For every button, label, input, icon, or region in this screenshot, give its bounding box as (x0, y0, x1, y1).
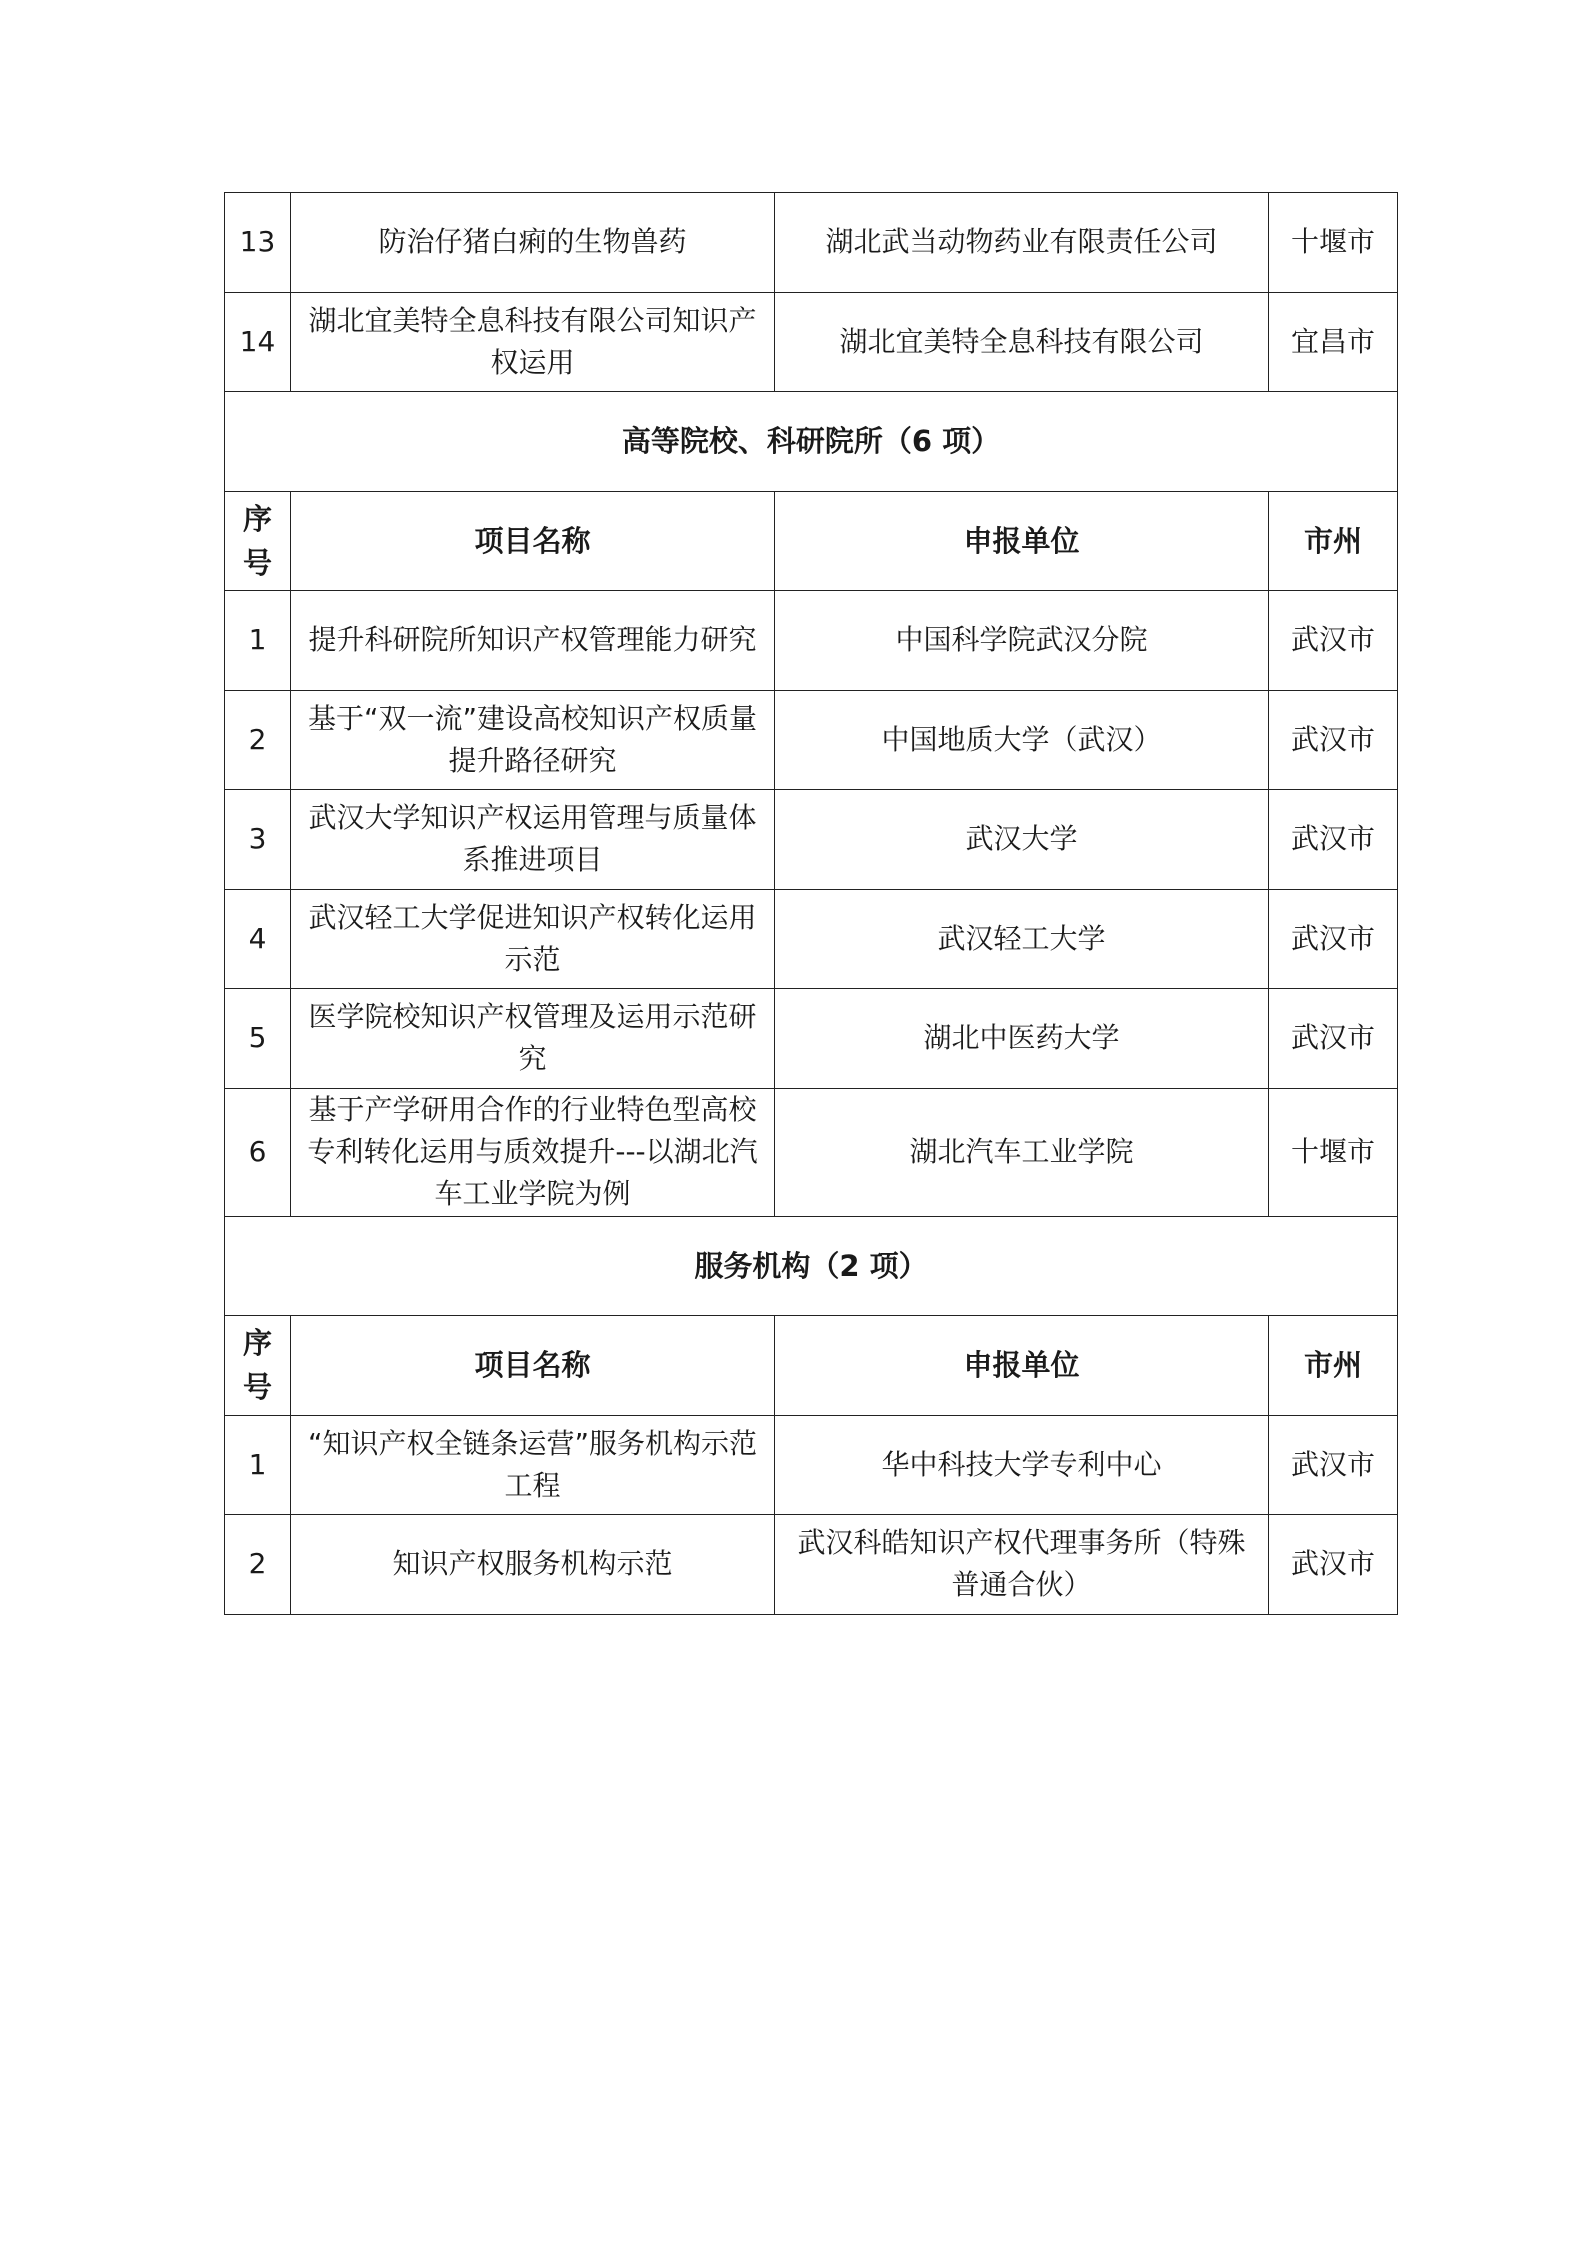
city: 武汉市 (1269, 790, 1398, 890)
project-name: 基于产学研用合作的行业特色型高校专利转化运用与质效提升---以湖北汽车工业学院为例 (291, 1088, 775, 1216)
row-index: 5 (225, 989, 291, 1089)
city: 十堰市 (1269, 193, 1398, 293)
city: 十堰市 (1269, 1088, 1398, 1216)
city: 宜昌市 (1269, 292, 1398, 392)
row-index: 6 (225, 1088, 291, 1216)
applicant-unit: 武汉轻工大学 (775, 889, 1269, 989)
table-row (225, 790, 1398, 890)
table-header-row (225, 1316, 1398, 1416)
applicant-unit: 湖北宜美特全息科技有限公司 (775, 292, 1269, 392)
table-row (225, 292, 1398, 392)
project-name: 知识产权服务机构示范 (291, 1515, 775, 1615)
city: 武汉市 (1269, 1415, 1398, 1515)
row-index: 2 (225, 690, 291, 790)
city: 武汉市 (1269, 1515, 1398, 1615)
applicant-unit: 武汉科皓知识产权代理事务所（特殊普通合伙） (775, 1515, 1269, 1615)
section-title: 高等院校、科研院所（6 项） (225, 392, 1398, 492)
row-index: 1 (225, 591, 291, 691)
header-applicant-unit: 申报单位 (775, 1316, 1269, 1416)
header-city: 市州 (1269, 491, 1398, 591)
applicant-unit: 中国地质大学（武汉） (775, 690, 1269, 790)
city: 武汉市 (1269, 889, 1398, 989)
project-name: 基于“双一流”建设高校知识产权质量提升路径研究 (291, 690, 775, 790)
header-project-name: 项目名称 (291, 491, 775, 591)
applicant-unit: 湖北武当动物药业有限责任公司 (775, 193, 1269, 293)
section-row-services (225, 1216, 1398, 1316)
city: 武汉市 (1269, 591, 1398, 691)
project-name: 武汉大学知识产权运用管理与质量体系推进项目 (291, 790, 775, 890)
table-row (225, 690, 1398, 790)
table-row (225, 1415, 1398, 1515)
header-index: 序号 (225, 491, 291, 591)
table-row (225, 889, 1398, 989)
applicant-unit: 湖北汽车工业学院 (775, 1088, 1269, 1216)
header-project-name: 项目名称 (291, 1316, 775, 1416)
project-name: 医学院校知识产权管理及运用示范研究 (291, 989, 775, 1089)
header-applicant-unit: 申报单位 (775, 491, 1269, 591)
section-title: 服务机构（2 项） (225, 1216, 1398, 1316)
row-index: 1 (225, 1415, 291, 1515)
row-index: 14 (225, 292, 291, 392)
row-index: 4 (225, 889, 291, 989)
table-row (225, 591, 1398, 691)
header-index: 序号 (225, 1316, 291, 1416)
table-row (225, 989, 1398, 1089)
project-list-table (224, 192, 1398, 1615)
table-row (225, 1515, 1398, 1615)
project-name: 提升科研院所知识产权管理能力研究 (291, 591, 775, 691)
table-row (225, 1088, 1398, 1216)
project-name: “知识产权全链条运营”服务机构示范工程 (291, 1415, 775, 1515)
applicant-unit: 湖北中医药大学 (775, 989, 1269, 1089)
row-index: 2 (225, 1515, 291, 1615)
applicant-unit: 武汉大学 (775, 790, 1269, 890)
project-name: 防治仔猪白痢的生物兽药 (291, 193, 775, 293)
applicant-unit: 中国科学院武汉分院 (775, 591, 1269, 691)
applicant-unit: 华中科技大学专利中心 (775, 1415, 1269, 1515)
city: 武汉市 (1269, 989, 1398, 1089)
project-name: 武汉轻工大学促进知识产权转化运用示范 (291, 889, 775, 989)
row-index: 3 (225, 790, 291, 890)
row-index: 13 (225, 193, 291, 293)
project-name: 湖北宜美特全息科技有限公司知识产权运用 (291, 292, 775, 392)
section-row-universities (225, 392, 1398, 492)
table-header-row (225, 491, 1398, 591)
table-row (225, 193, 1398, 293)
city: 武汉市 (1269, 690, 1398, 790)
header-city: 市州 (1269, 1316, 1398, 1416)
